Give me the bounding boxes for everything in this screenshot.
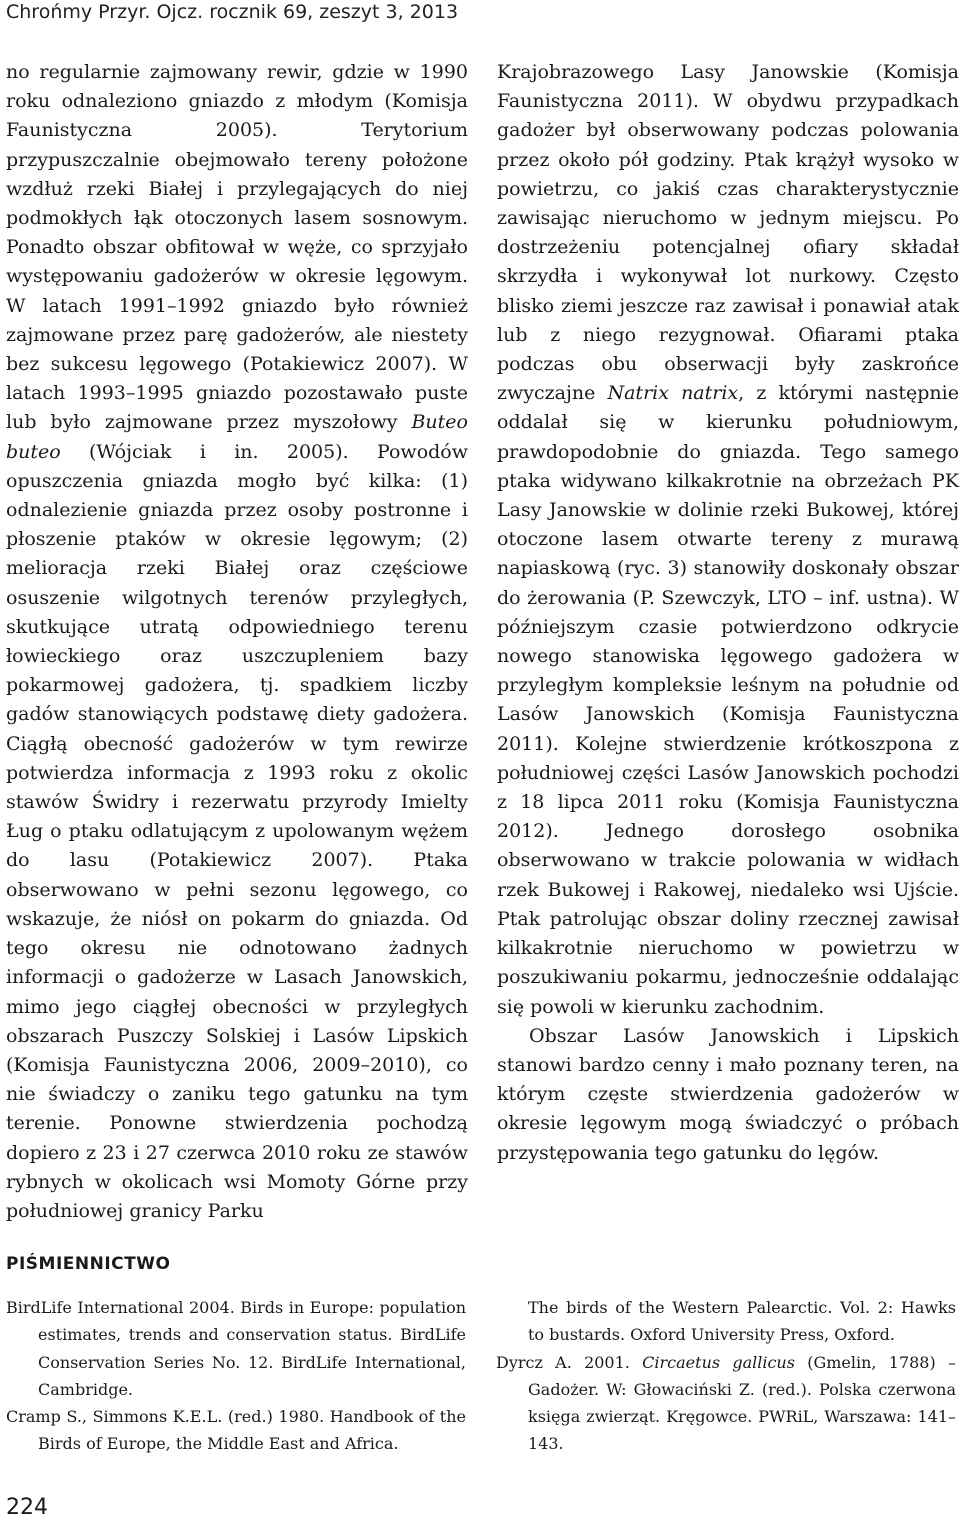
text-run: Krajobrazowego Lasy Janowskie (Komisja Faunistyczna 2011). W obydwu przypadkach gadożer był obserwowany podczas polowania przez około pół godziny. Ptak krążył wysoko w powietrzu, co jakiś czas charakterystycznie zawisając nieruchomo w jednym miejscu. Po dostrzeżeniu potencjalnej ofiary składał skrzydła i wykonywał lot nurkowy. Często blisko ziemi jeszcze raz zawisał i ponawiał atak lub z niego rezygnował. Ofiarami ptaka podczas obu obserwacji były zaskrońce zwyczajne bbox=[497, 61, 959, 405]
reference-item bbox=[496, 1349, 956, 1458]
left-text-column bbox=[6, 58, 468, 1226]
journal-header: Chrońmy Przyr. Ojcz. rocznik 69, zeszyt 3, 2013 bbox=[6, 1, 459, 23]
text-run: (Wójciak i in. 2005). Powodów opuszczenia gniazda mogło być kilka: (1) odnalezienie gniazda przez osoby postronne i płoszenie ptaków w okresie lęgowym; (2) melioracja rzeki Białej oraz częściowe osuszenie wilgotnych terenów przyległych, skutkujące utratą odpowiedniego terenu łowieckiego oraz uszczupleniem bazy pokarmowej gadożera, tj. spadkiem liczby gadów stanowiących podstawę diety gadożera. Ciągłą obecność gadożerów w tym rewirze potwierdza informacja z 1993 roku z okolic stawów Świdry i rezerwatu przyrody Imielty Ług o ptaku odlatującym z upolowanym wężem do lasu (Potakiewicz 2007). Ptaka obserwowano w pełni sezonu lęgowego, co wskazuje, że niósł on pokarm do gniazda. Od tego okresu nie odnotowano żadnych informacji o gadożerze w Lasach Janowskich, mimo jego ciągłej obecności w przyległych obszarach Puszczy Solskiej i Lasów Lipskich (Komisja Faunistyczna 2006, 2009–2010), co nie świadczy o zaniku tego gatunku na tym terenie. Ponowne stwierdzenia pochodzą dopiero z 23 i 27 czerwca 2010 roku ze stawów rybnych w okolicach wsi Momoty Górne przy południowej granicy Parku bbox=[6, 440, 468, 1222]
paragraph bbox=[6, 58, 468, 1226]
text-run: Dyrcz A. 2001. bbox=[496, 1352, 643, 1372]
reference-item: Cramp S., Simmons K.E.L. (red.) 1980. Handbook of the Birds of Europe, the Middle East and Africa. bbox=[6, 1407, 466, 1454]
reference-item: BirdLife International 2004. Birds in Europe: population estimates, trends and conservation status. BirdLife Conservation Series No. 12. BirdLife International, Cambridge. bbox=[6, 1298, 466, 1399]
species-name: Circaetus gallicus bbox=[642, 1352, 795, 1372]
text-run: , z którymi następnie oddalał się w kierunku południowym, prawdopodobnie do gniazda. Tego samego ptaka widywano kilkakrotnie na obrzeżach PK Lasy Janowskie w dolinie rzeki Bukowej, której otoczone lasem otwarte tereny z murawą napiaskową (ryc. 3) stanowiły doskonały obszar do żerowania (P. Szewczyk, LTO – inf. ustna). W późniejszym czasie potwierdzono odkrycie nowego stanowiska lęgowego gadożera w przyległym kompleksie leśnym na południe od Lasów Janowskich (Komisja Faunistyczna 2011). Kolejne stwierdzenie krótkoszpona z południowej części Lasów Janowskich pochodzi z 18 lipca 2011 roku (Komisja Faunistyczna 2012). Jednego dorosłego osobnika obserwowano w trakcie polowania w widłach rzek Bukowej i Rakowej, niedaleko wsi Ujście. Ptak patrolując obszar doliny rzecznej zawisał kilkakrotnie nieruchomo w powietrzu w poszukiwaniu pokarmu, jednocześnie oddalając się powoli w kierunku zachodnim. bbox=[497, 382, 959, 1018]
references-right-column bbox=[496, 1294, 956, 1458]
references-left-column bbox=[6, 1294, 466, 1458]
reference-continuation: The birds of the Western Palearctic. Vol. 2: Hawks to bustards. Oxford University Press, Oxford. bbox=[528, 1298, 956, 1345]
species-name: Buteo buteo bbox=[6, 411, 468, 463]
species-name: Natrix natrix bbox=[607, 382, 739, 405]
text-run: no regularnie zajmowany rewir, gdzie w 1990 roku odnaleziono gniazdo z młodym (Komisja Faunistyczna 2005). Terytorium przypuszczalnie obejmowało tereny położone wzdłuż rzeki Białej i przylegających do niej podmokłych łąk otoczonych lasem sosnowym. Ponadto obszar obfitował w węże, co sprzyjało występowaniu gadożerów w okresie lęgowym. W latach 1991–1992 gniazdo było również zajmowane przez parę gadożerów, ale niestety bez sukcesu lęgowego (Potakiewicz 2007). W latach 1993–1995 gniazdo pozostawało puste lub było zajmowane przez myszołowy bbox=[6, 61, 468, 434]
text-run: (Gmelin, 1788) – Gadożer. W: Głowaciński Z. (red.). Polska czerwona księga zwierząt. Kręgowce. PWRiL, Warszawa: 141–143. bbox=[528, 1352, 956, 1454]
paragraph bbox=[497, 58, 959, 1022]
paragraph: Obszar Lasów Janowskich i Lipskich stanowi bardzo cenny i mało poznany teren, na którym częste stwierdzenia gadożerów w okresie lęgowym mogą świadczyć o próbach przystępowania tego gatunku do lęgów. bbox=[497, 1024, 959, 1164]
page-number: 224 bbox=[6, 1495, 48, 1520]
right-text-column bbox=[497, 58, 959, 1168]
references-heading: PIŚMIENNICTWO bbox=[6, 1254, 171, 1274]
